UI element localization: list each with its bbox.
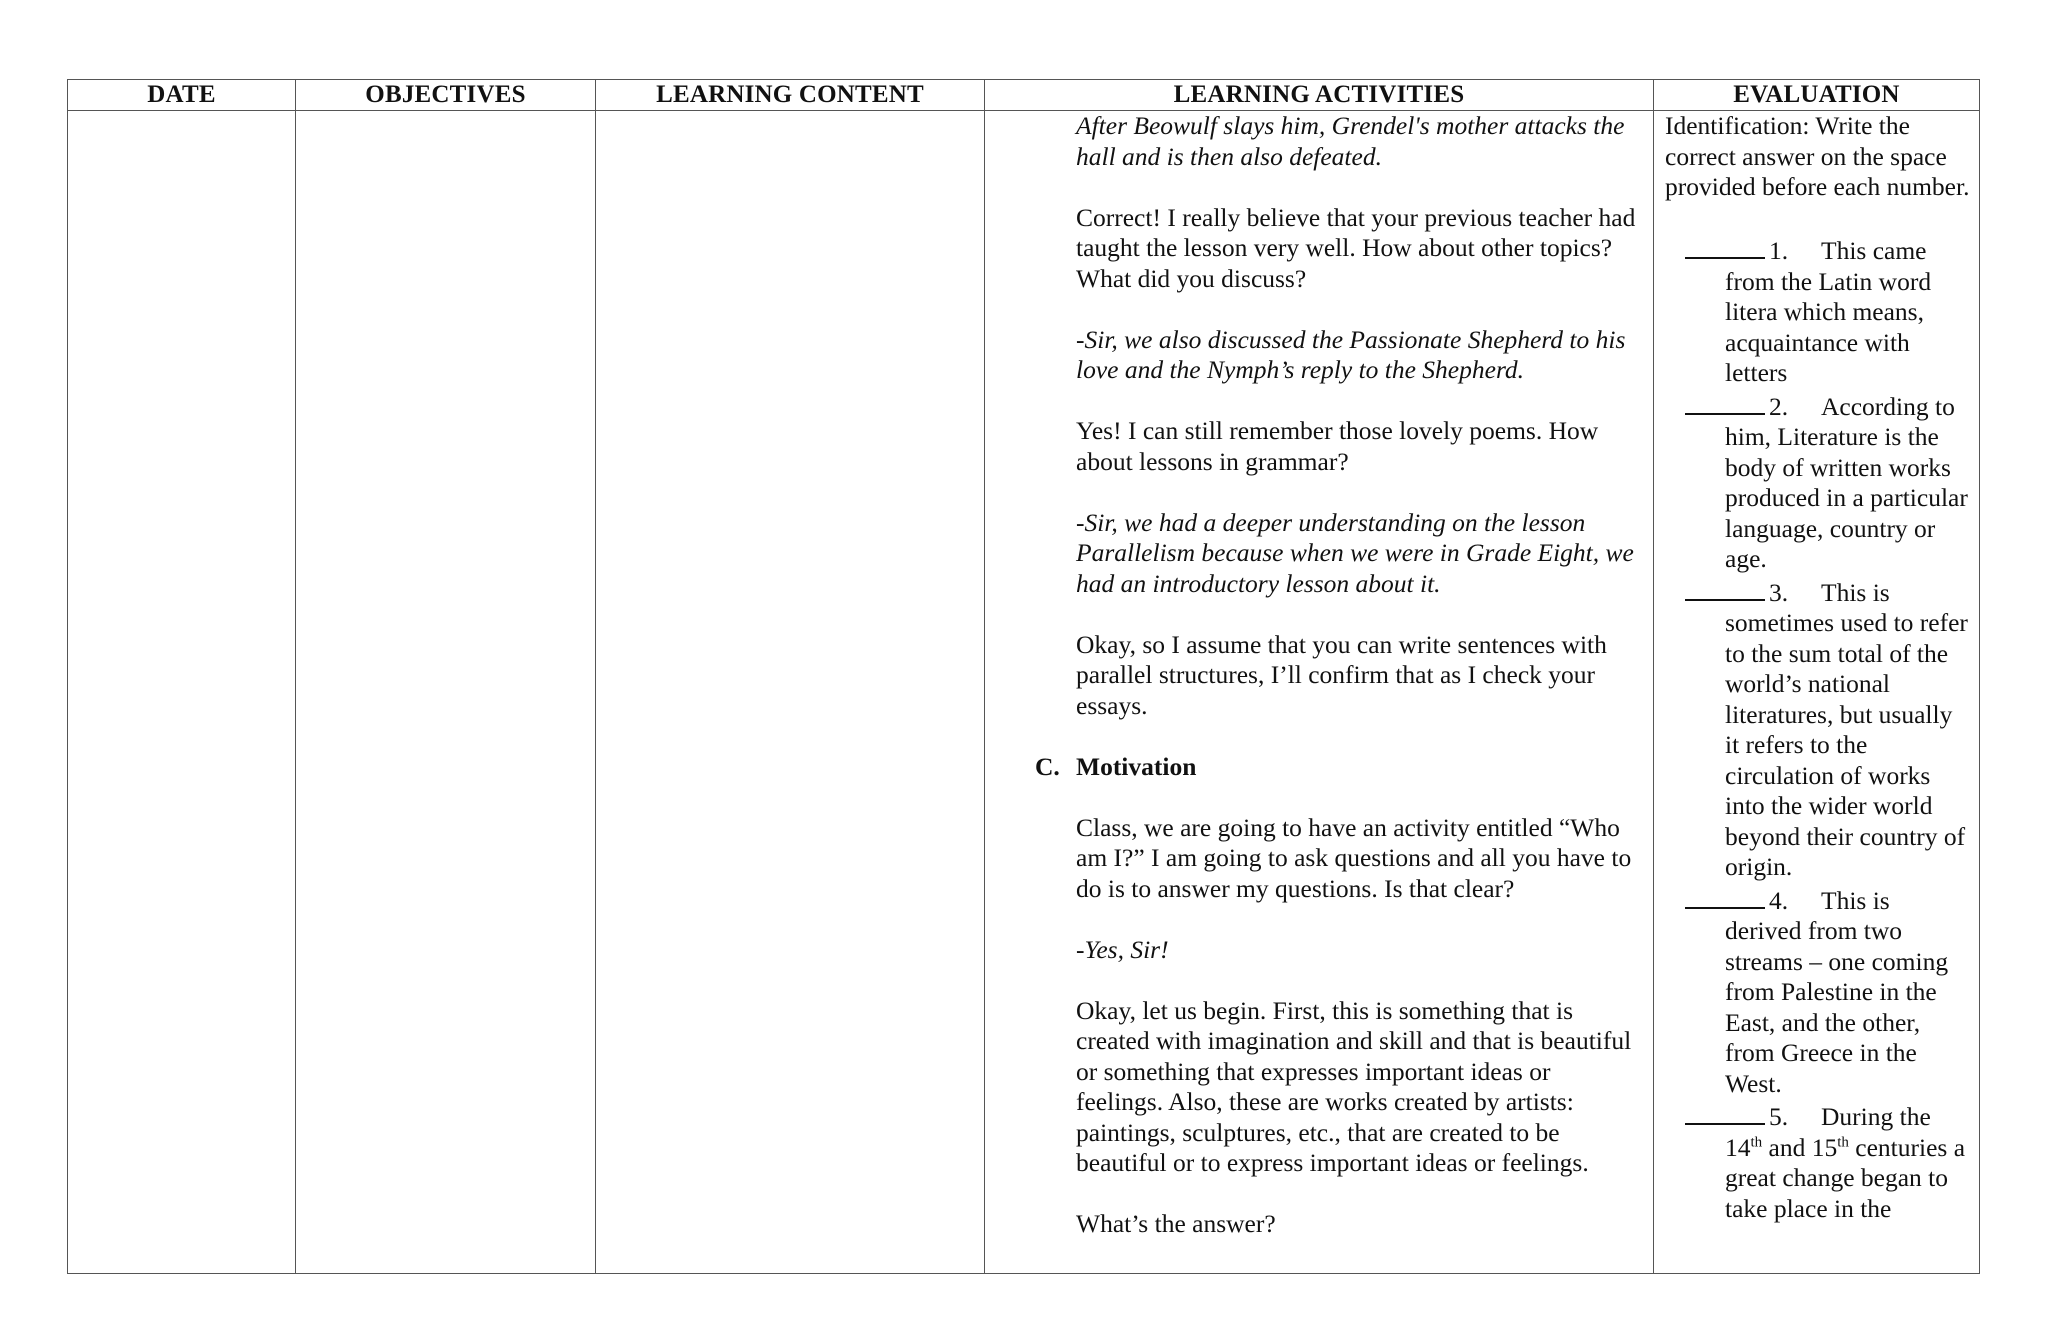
item-text: from the Latin word litera which means, acquaintance with letters — [1725, 266, 1932, 387]
student-response: -Sir, we also discussed the Passionate Shepherd to his love and the Nymph’s reply to the Shepherd. — [1076, 324, 1626, 384]
item-text: This is — [1821, 885, 1890, 915]
teacher-line: What’s the answer? — [1076, 1209, 1276, 1238]
item-text-tail: centuries a great change began to take place in the — [1725, 1132, 1966, 1223]
item-text: During the — [1821, 1102, 1931, 1131]
answer-blank — [1685, 883, 1765, 909]
ordinal-number: 14 — [1725, 1132, 1751, 1162]
evaluation-item — [1665, 233, 1971, 389]
item-text: sometimes used to refer to the sum total of the world’s national literatures, but usually it refers to the circulation of works into the wider world beyond their country of origin. — [1725, 608, 1968, 881]
header-learning-content: LEARNING CONTENT — [596, 80, 985, 111]
learning-content-cell — [596, 111, 985, 1274]
learning-activities-cell — [985, 111, 1654, 1274]
teacher-line: Class, we are going to have an activity entitled “Who am I?” I am going to ask questions and all you have to do is to answer my questions. Is that clear? — [1076, 812, 1632, 903]
body-row — [68, 111, 1980, 1274]
answer-blank — [1685, 1099, 1765, 1125]
evaluation-item — [1665, 575, 1971, 883]
student-response: After Beowulf slays him, Grendel's mother attacks the hall and is then also defeated. — [1076, 111, 1625, 171]
teacher-line: Yes! I can still remember those lovely poems. How about lessons in grammar? — [1076, 416, 1599, 476]
date-cell — [68, 111, 296, 1274]
ordinal-suffix: th — [1837, 1134, 1849, 1150]
item-text: derived from two streams – one coming from Palestine in the East, and the other, from Greece in the West. — [1725, 916, 1949, 1098]
objectives-cell — [296, 111, 596, 1274]
item-text: This came — [1821, 236, 1927, 265]
answer-blank — [1685, 389, 1765, 415]
activities-text — [985, 111, 1653, 1240]
header-row — [68, 80, 1980, 111]
header-learning-activities: LEARNING ACTIVITIES — [985, 80, 1654, 111]
item-number: 2. — [1769, 391, 1789, 421]
item-number: 4. — [1769, 885, 1789, 915]
evaluation-cell — [1654, 111, 1980, 1274]
item-text: This is — [1821, 577, 1890, 607]
student-response: -Sir, we had a deeper understanding on the lesson Parallelism because when we were in Grade Eight, we had an introductory lesson about it. — [1076, 507, 1634, 598]
header-date: DATE — [68, 80, 296, 111]
item-number: 1. — [1769, 236, 1789, 265]
student-response: -Yes, Sir! — [1076, 934, 1169, 964]
ordinal-number: and 15 — [1762, 1132, 1838, 1162]
item-text: According to — [1821, 391, 1955, 421]
evaluation-item — [1665, 389, 1971, 575]
item-number: 5. — [1769, 1102, 1789, 1131]
section-heading-motivation — [1035, 752, 1645, 783]
item-text — [1725, 1133, 1971, 1225]
evaluation-instructions: Identification: Write the correct answer on the space provided before each number. — [1665, 111, 1970, 201]
section-title: Motivation — [1076, 751, 1197, 781]
lesson-plan-table — [67, 79, 1980, 1274]
evaluation-item — [1665, 1099, 1971, 1224]
answer-blank — [1685, 575, 1765, 601]
evaluation-text — [1654, 111, 1979, 1224]
evaluation-item — [1665, 883, 1971, 1100]
item-text: him, Literature is the body of written works produced in a particular language, country or age. — [1725, 422, 1968, 573]
header-evaluation: EVALUATION — [1654, 80, 1980, 111]
section-letter: C. — [1035, 751, 1060, 781]
header-objectives: OBJECTIVES — [296, 80, 596, 111]
answer-blank — [1685, 233, 1765, 259]
teacher-line: Correct! I really believe that your previous teacher had taught the lesson very well. How about other topics? What did you discuss? — [1076, 202, 1636, 293]
teacher-line: Okay, so I assume that you can write sentences with parallel structures, I’ll confirm that as I check your essays. — [1076, 629, 1607, 720]
teacher-line: Okay, let us begin. First, this is something that is created with imagination and skill and that is beautiful or something that expresses important ideas or feelings. Also, these are works created by artists: paintings, sculptures, etc., that are created to be beautiful or to express important ideas or feelings. — [1076, 995, 1632, 1177]
ordinal-suffix: th — [1750, 1134, 1763, 1150]
item-number: 3. — [1769, 577, 1789, 607]
